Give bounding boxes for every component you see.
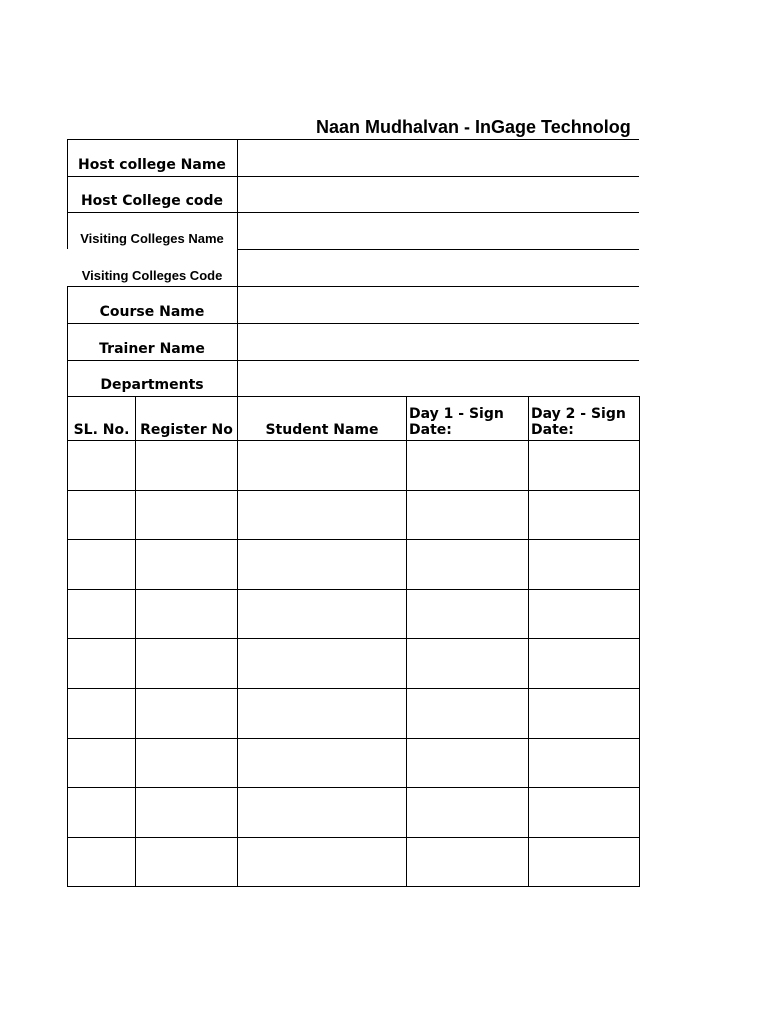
day1-sign-cell[interactable] [407,838,528,887]
day1-sign-cell[interactable] [407,491,528,540]
sl-no-cell[interactable] [68,739,135,788]
student-name-cell[interactable] [238,491,406,540]
visiting-colleges-code-field[interactable] [238,250,639,286]
header-student-name: Student Name [265,422,379,438]
host-college-code-label: Host College code [80,193,224,209]
sl-no-cell[interactable] [68,491,135,540]
day2-sign-cell[interactable] [529,491,639,540]
register-no-cell[interactable] [136,441,237,490]
header-day2-sign-date: Day 2 - Sign Date: [531,406,626,438]
day2-sign-cell[interactable] [529,838,639,887]
student-name-cell[interactable] [238,788,406,837]
trainer-name-field[interactable] [238,324,639,360]
sl-no-cell[interactable] [68,540,135,589]
header-sl-no: SL. No. [73,422,130,438]
course-name-label: Course Name [99,304,205,320]
student-name-cell[interactable] [238,441,406,490]
header-day1-sign-date: Day 1 - Sign Date: [409,406,504,438]
trainer-name-label: Trainer Name [99,341,205,357]
day2-sign-cell[interactable] [529,788,639,837]
student-name-cell[interactable] [238,838,406,887]
day1-sign-cell[interactable] [407,639,528,688]
day1-sign-cell[interactable] [407,689,528,738]
host-college-name-label: Host college Name [78,157,226,173]
register-no-cell[interactable] [136,788,237,837]
course-name-field[interactable] [238,287,639,323]
sl-no-cell[interactable] [68,689,135,738]
title-clip [238,112,639,140]
day1-sign-cell[interactable] [407,441,528,490]
sl-no-cell[interactable] [68,441,135,490]
day1-sign-cell[interactable] [407,590,528,639]
day2-sign-cell[interactable] [529,540,639,589]
day2-sign-cell[interactable] [529,639,639,688]
visiting-colleges-name-field[interactable] [238,213,639,249]
register-no-cell[interactable] [136,491,237,540]
day1-sign-cell[interactable] [407,739,528,788]
register-no-cell[interactable] [136,540,237,589]
sl-no-cell[interactable] [68,788,135,837]
visiting-colleges-code-label: Visiting Colleges Code [81,268,223,283]
register-no-cell[interactable] [136,639,237,688]
register-no-cell[interactable] [136,689,237,738]
student-name-cell[interactable] [238,590,406,639]
departments-label: Departments [100,377,204,393]
register-no-cell[interactable] [136,590,237,639]
student-name-cell[interactable] [238,540,406,589]
sl-no-cell[interactable] [68,590,135,639]
day2-sign-cell[interactable] [529,689,639,738]
day1-sign-cell[interactable] [407,788,528,837]
sl-no-cell[interactable] [68,639,135,688]
day2-sign-cell[interactable] [529,441,639,490]
day2-sign-cell[interactable] [529,590,639,639]
header-register-no: Register No [140,422,233,438]
student-name-cell[interactable] [238,689,406,738]
day1-sign-cell[interactable] [407,540,528,589]
host-college-name-field[interactable] [238,140,639,176]
sl-no-cell[interactable] [68,838,135,887]
host-college-code-field[interactable] [238,177,639,212]
student-name-cell[interactable] [238,639,406,688]
day2-sign-cell[interactable] [529,739,639,788]
table-column-line-5 [639,396,640,887]
visiting-colleges-name-label: Visiting Colleges Name [80,231,224,246]
register-no-cell[interactable] [136,838,237,887]
document-title: Naan Mudhalvan - InGage Technolog [316,117,631,137]
student-name-cell[interactable] [238,739,406,788]
departments-field[interactable] [238,361,639,396]
register-no-cell[interactable] [136,739,237,788]
